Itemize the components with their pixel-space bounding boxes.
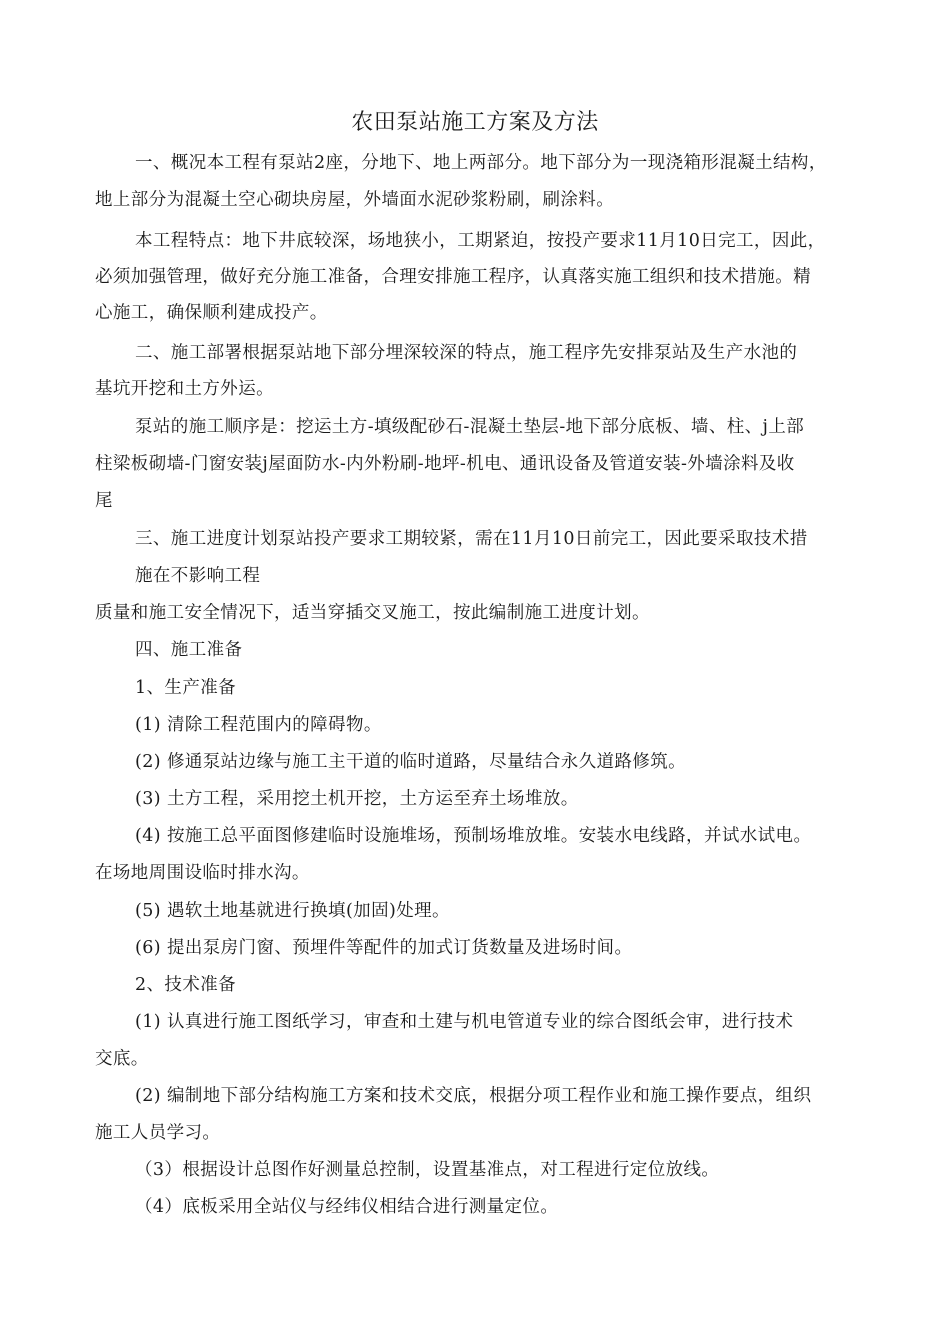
paragraph-line: 三、施工进度计划泵站投产要求工期较紧，需在11月10日前完工，因此要采取技术措 [135,529,808,549]
paragraph-line: 二、施工部署根据泵站地下部分埋深较深的特点，施工程序先安排泵站及生产水池的 [135,343,798,363]
list-item-continuation: 交底。 [95,1049,149,1069]
subsection-heading: 2、技术准备 [135,975,237,995]
list-item-continuation: 在场地周围设临时排水沟。 [95,863,310,883]
paragraph-line: 心施工，确保顺利建成投产。 [95,303,328,323]
list-item: (3) 土方工程，采用挖土机开挖，土方运至弃土场堆放。 [135,789,579,809]
paragraph-line: 地上部分为混凝土空心砌块房屋，外墙面水泥砂浆粉刷，刷涂料。 [95,190,615,210]
paragraph-line: 一、概况本工程有泵站2座，分地下、地上两部分。地下部分为一现浇箱形混凝土结构， [135,153,827,173]
list-item: (1) 清除工程范围内的障碍物。 [135,715,382,735]
section-heading: 四、施工准备 [135,640,243,660]
list-item: (6) 提出泵房门窗、预埋件等配件的加式订货数量及进场时间。 [135,938,633,958]
document-title: 农田泵站施工方案及方法 [351,110,599,135]
paragraph-line: 基坑开挖和土方外运。 [95,379,274,399]
list-item: (2) 修通泵站边缘与施工主干道的临时道路，尽量结合永久道路修筑。 [135,752,687,772]
list-item: （3）根据设计总图作好测量总控制，设置基准点，对工程进行定位放线。 [135,1160,720,1180]
paragraph-line: 质量和施工安全情况下，适当穿插交叉施工，按此编制施工进度计划。 [95,603,650,623]
list-item: （4）底板采用全站仪与经纬仪相结合进行测量定位。 [135,1197,559,1217]
list-item: (4) 按施工总平面图修建临时设施堆场，预制场堆放堆。安装水电线路，并试水试电。 [135,826,812,846]
list-item: (5) 遇软土地基就进行换填(加固)处理。 [135,901,450,921]
paragraph-line: 必须加强管理，做好充分施工准备，合理安排施工程序，认真落实施工组织和技术措施。精 [95,267,811,287]
paragraph-line: 泵站的施工顺序是：挖运土方-填级配砂石-混凝土垫层-地下部分底板、墙、柱、j上部 [135,417,805,437]
list-item: (1) 认真进行施工图纸学习，审查和土建与机电管道专业的综合图纸会审，进行技术 [135,1012,794,1032]
paragraph-line: 施在不影响工程 [135,566,261,586]
paragraph-line: 尾 [95,491,113,511]
paragraph-line: 本工程特点：地下井底较深，场地狭小，工期紧迫，按投产要求11月10日完工，因此， [135,231,826,251]
list-item-continuation: 施工人员学习。 [95,1123,221,1143]
list-item: (2) 编制地下部分结构施工方案和技术交底，根据分项工程作业和施工操作要点，组织 [135,1086,812,1106]
paragraph-line: 柱梁板砌墙-门窗安装j屋面防水-内外粉刷-地坪-机电、通讯设备及管道安装-外墙涂料及收 [95,454,795,474]
subsection-heading: 1、生产准备 [135,678,237,698]
